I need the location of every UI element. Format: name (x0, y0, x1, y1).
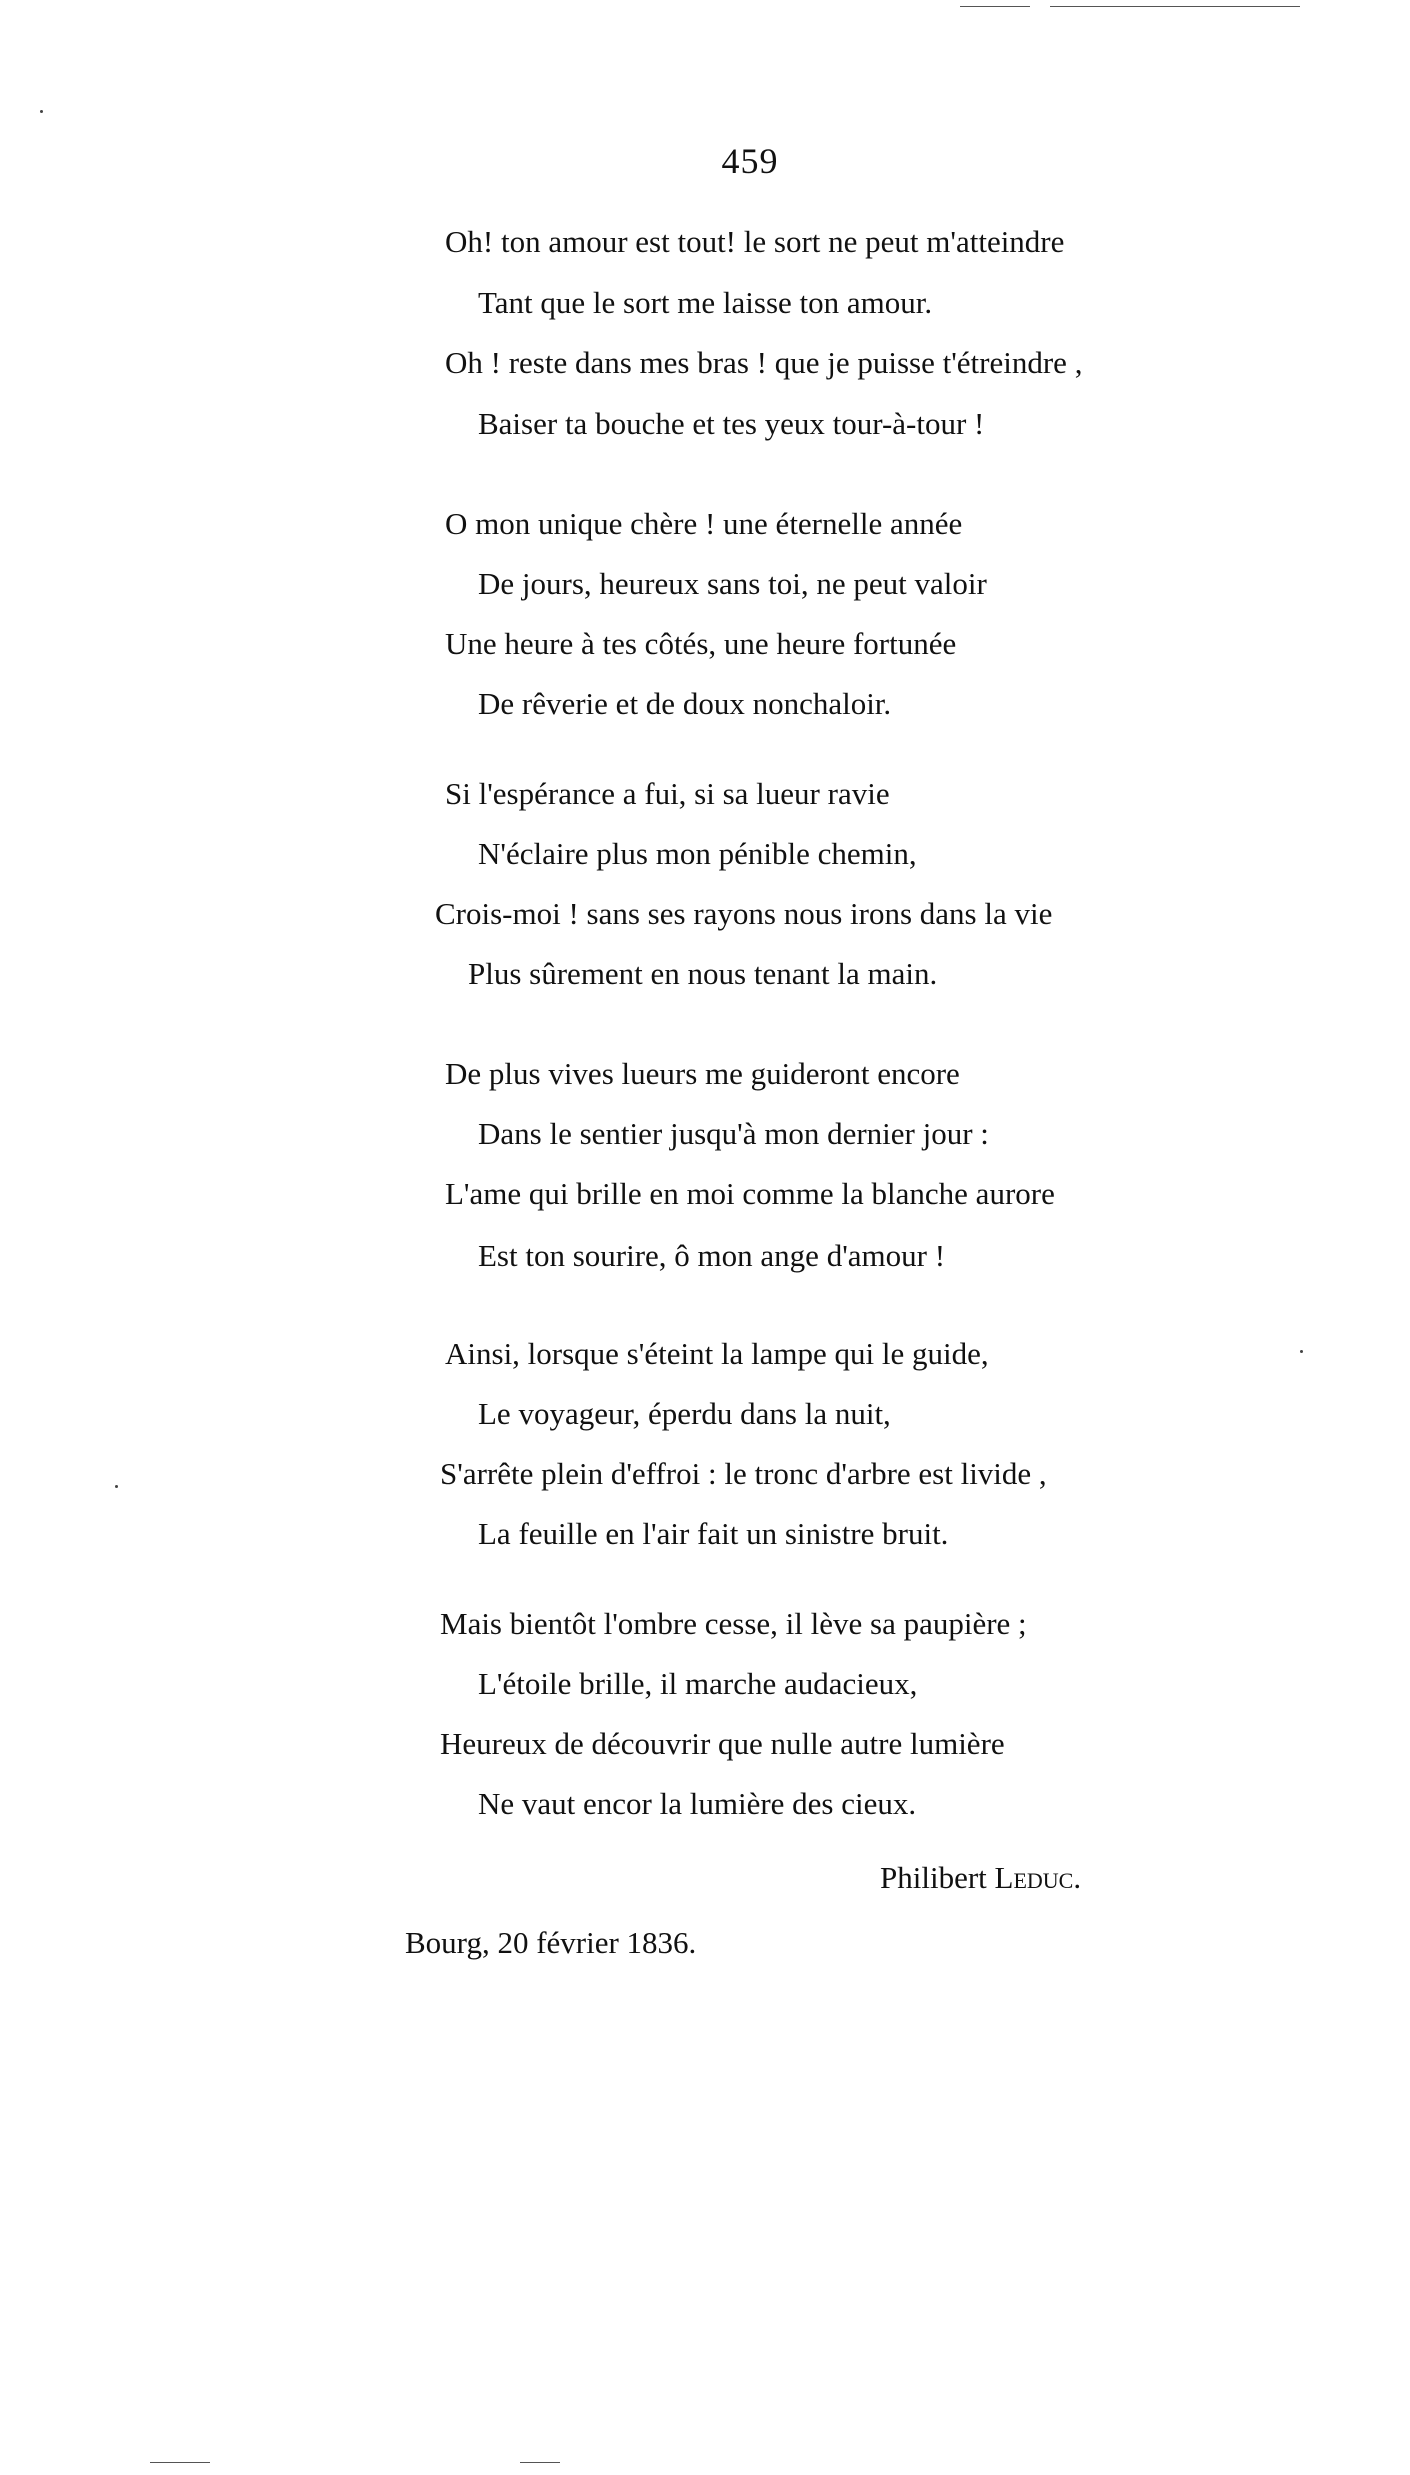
poem-line: N'éclaire plus mon pénible chemin, (478, 836, 917, 871)
author-last-name: Leduc. (994, 1860, 1082, 1895)
author-signature (880, 1860, 1081, 1896)
dateline: Bourg, 20 février 1836. (405, 1925, 697, 1960)
scan-speck (115, 1485, 118, 1488)
poem-line: Si l'espérance a fui, si sa lueur ravie (445, 776, 890, 811)
scan-edge-line (960, 6, 1030, 7)
poem-line: Heureux de découvrir que nulle autre lumière (440, 1726, 1005, 1761)
scan-edge-line (1050, 6, 1300, 7)
poem-line: Tant que le sort me laisse ton amour. (478, 285, 933, 320)
author-first-name: Philibert (880, 1860, 987, 1895)
poem-line: Le voyageur, éperdu dans la nuit, (478, 1396, 891, 1431)
scan-speck (1300, 1350, 1303, 1353)
poem-line: L'ame qui brille en moi comme la blanche aurore (445, 1176, 1055, 1211)
scan-speck (40, 110, 43, 113)
scan-edge-line (150, 2462, 210, 2463)
scan-edge-line (520, 2462, 560, 2463)
poem-line: De plus vives lueurs me guideront encore (445, 1056, 960, 1091)
page-number: 459 (721, 141, 779, 181)
poem-line: Mais bientôt l'ombre cesse, il lève sa paupière ; (440, 1606, 1027, 1641)
poem-line: De rêverie et de doux nonchaloir. (478, 686, 892, 721)
poem-line: Une heure à tes côtés, une heure fortunée (445, 626, 957, 661)
poem-line: Ainsi, lorsque s'éteint la lampe qui le guide, (445, 1336, 989, 1371)
poem-line: L'étoile brille, il marche audacieux, (478, 1666, 918, 1701)
poem-line: De jours, heureux sans toi, ne peut valoir (478, 566, 987, 601)
poem-line: Baiser ta bouche et tes yeux tour-à-tour ! (478, 406, 985, 441)
poem-line: Ne vaut encor la lumière des cieux. (478, 1786, 917, 1821)
poem-line: Crois-moi ! sans ses rayons nous irons dans la vie (435, 896, 1053, 931)
poem-line: Est ton sourire, ô mon ange d'amour ! (478, 1238, 946, 1273)
poem-line: Dans le sentier jusqu'à mon dernier jour : (478, 1116, 989, 1151)
poem-line: S'arrête plein d'effroi : le tronc d'arbre est livide , (440, 1456, 1047, 1491)
poem-line: Plus sûrement en nous tenant la main. (468, 956, 938, 991)
poem-line: Oh ! reste dans mes bras ! que je puisse t'étreindre , (445, 345, 1083, 380)
poem-line: La feuille en l'air fait un sinistre bruit. (478, 1516, 949, 1551)
poem-line: Oh! ton amour est tout! le sort ne peut m'atteindre (445, 224, 1065, 259)
poem-line: O mon unique chère ! une éternelle année (445, 506, 963, 541)
